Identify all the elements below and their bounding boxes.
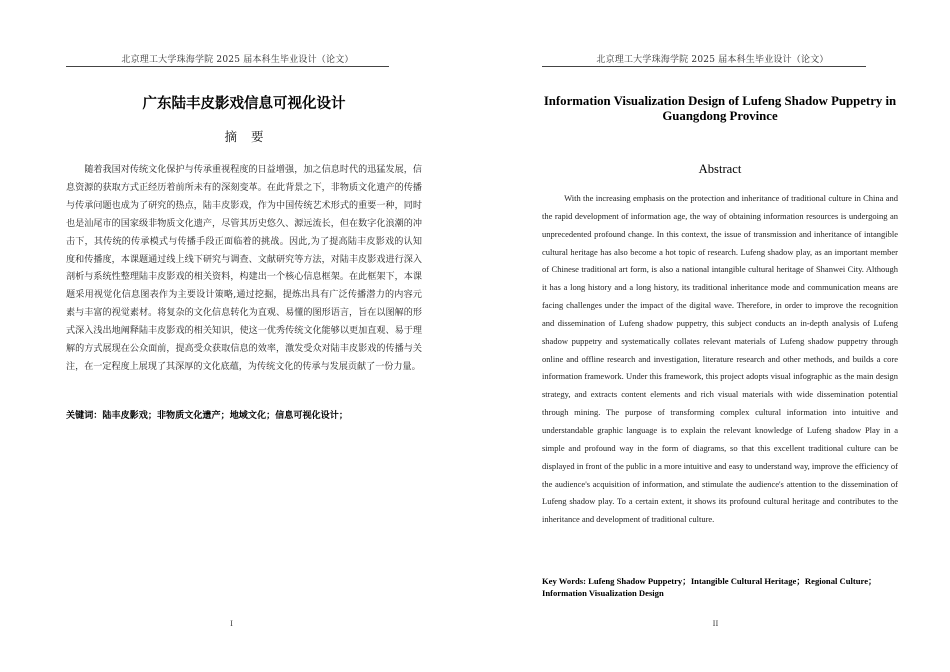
- thesis-page-english: [475, 0, 950, 672]
- header-rule: [66, 66, 389, 67]
- abstract-heading: 摘要: [224, 129, 278, 144]
- page-title: Information Visualization Design of Lufeng Shadow Puppetry in Guangdong Province: [543, 94, 897, 123]
- abstract-body: 随着我国对传统文化保护与传承重视程度的日益增强，加之信息时代的迅猛发展，信息资源的获取方式正经历着前所未有的深刻变革。在此背景之下，非物质文化遗产的传播与传承问题也成为了研究的热点，陆丰皮影戏，作为中国传统艺术形式的重要一种，同时也是汕尾市的国家级非物质文化遗产，尽管其历史悠久、源远流长，但在数字化浪潮的冲击下，其传统的传承模式与传播手段正面临着的挑战。因此,为了提高陆丰皮影戏的认知度和传播度，本课题通过线上线下研究与调查、文献研究等方法，对陆丰皮影戏进行深入剖析与系统性整理陆丰皮影戏的相关资料，构建出一个核心信息框架。在此框架下，本课题采用视觉化信息图表作为主要设计策略,通过挖掘，提炼出具有广泛传播潜力的内容元素与丰富的视觉素材。将复杂的文化信息转化为直观、易懂的图形语言，旨在以图解的形式深入浅出地阐释陆丰皮影戏的相关知识，使这一优秀传统文化能够以更加直观、易于理解的方式展现在公众面前，提高受众获取信息的效率，激发受众对陆丰皮影戏的传播与关注，在一定程度上展现了其深厚的文化底蕴，为传统文化的传承与发展贡献了一份力量。: [66, 165, 422, 372]
- page-title: 广东陆丰皮影戏信息可视化设计: [142, 96, 346, 112]
- keywords: 关键词：陆丰皮影戏；非物质文化遗产；地域文化；信息可视化设计；: [66, 411, 348, 421]
- abstract-body: With the increasing emphasis on the protection and inheritance of traditional culture in China and the rapid development of information age, the way of obtaining information resources is undergoing an unprecedented profound change. In this context, the issue of transmission and inheritance of intangible cultural heritage has also become a hot topic of research. Lufeng shadow play, as an important member of Chinese traditional art form, is also a national intangible cultural heritage of Shanwei City. Although it has a long history and a long history, its traditional inheritance mode and communication means are facing challenges under the impact of the digital wave. Therefore, in order to improve the recognition and dissemination of Lufeng shadow puppetry, this subject conducts an in-depth analysis of Lufeng shadow puppetry and systematically collates relevant materials of Lufeng shadow puppetry through online and offline research and investigation, literature research and other methods, and builds a core information framework. Under this framework, this project adopts visual infographic as the main design strategy, and extracts content elements and rich visual materials with wide dissemination potential through mining. The purpose of transforming complex cultural information into intuitive and understandable graphic language is to explain the relevant knowledge of Lufeng shadow Play in a simple and profound way in the form of diagrams, so that this excellent traditional culture can be displayed in front of the public in a more intuitive and easy to understand way, improve the efficiency of the audience's acquisition of information, and stimulate the audience's attention to the dissemination of Lufeng shadow play. To a certain extent, it shows its profound cultural heritage and contributes to the inheritance and development of traditional culture.: [542, 193, 898, 525]
- page-number: I: [230, 618, 233, 628]
- page-number: II: [712, 618, 719, 628]
- running-header: 北京理工大学珠海学院 2025 届本科生毕业设计（论文）: [121, 55, 354, 65]
- abstract-heading: Abstract: [698, 162, 742, 176]
- running-header: 北京理工大学珠海学院 2025 届本科生毕业设计（论文）: [596, 55, 829, 65]
- header-rule: [542, 66, 866, 67]
- keywords: Key Words: Lufeng Shadow Puppetry；Intangible Cultural Heritage；Regional Culture；Information Visualization Design: [542, 576, 877, 598]
